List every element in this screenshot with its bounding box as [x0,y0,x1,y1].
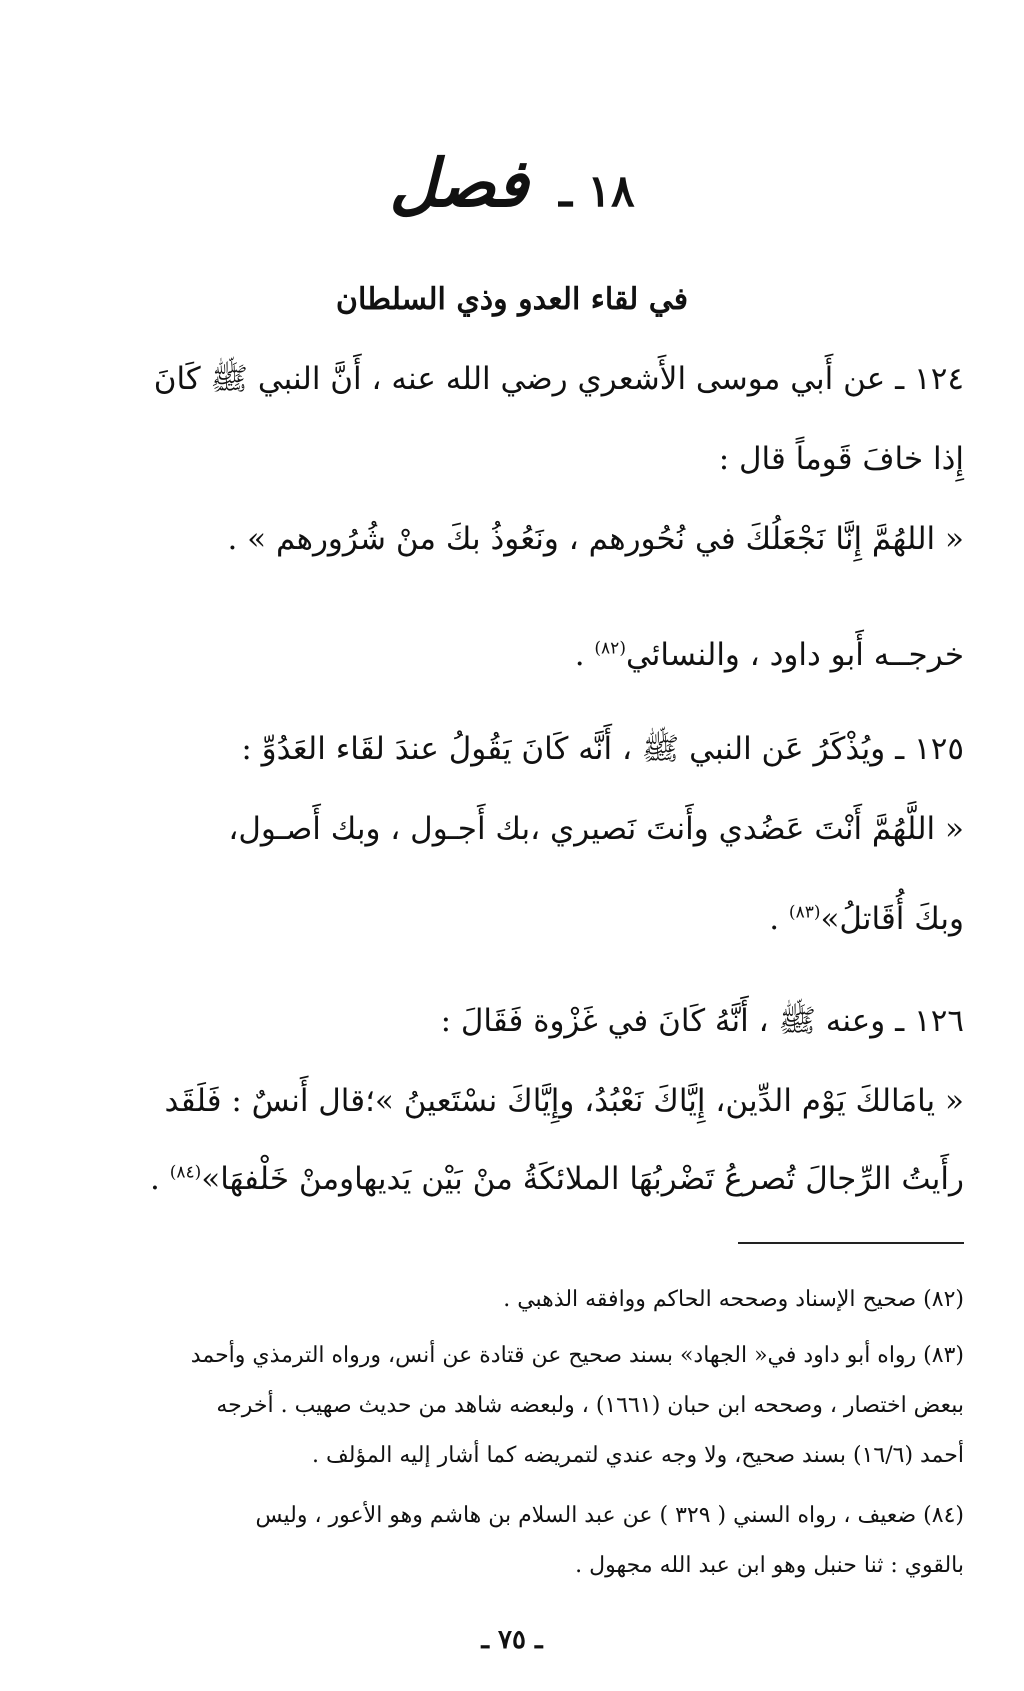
section-title: في لقاء العدو وذي السلطان [335,282,689,317]
hadith-125-end: . [769,901,780,937]
hadith-125-line-1: ١٢٥ ـ ويُذْكَرُ عَن النبي ﷺ ، أَنَّه كَانَ يَقُولُ عندَ لقَاء العَدُوِّ : [241,731,964,767]
hadith-124-end: . [574,637,585,673]
footnote-divider [738,1242,964,1244]
footnote-84-line-2: بالقوي : ثنا حنبل وهو ابن عبد الله مجهول . [575,1553,964,1578]
hadith-124-attribution: خرجــه أَبو داود ، والنسائي [625,637,964,673]
hadith-126-text: رأَيتُ الرِّجالَ تُصرعُ تَضْربُهَا الملائكَةُ منْ بَيْن يَديهاومنْ خَلْفهَا» [201,1161,964,1197]
hadith-124-line-2: إِذا خافَ قَوماً قال : [718,441,964,477]
chapter-title: فصل [389,144,529,222]
footnote-84-line-1: (٨٤) ضعيف ، رواه السني ( ٣٢٩ ) عن عبد السلام بن هاشم وهو الأعور ، وليس [255,1503,964,1528]
hadith-125-text: وبكَ أُقَاتلُ» [820,901,964,937]
footnote-83-line-2: ببعض اختصار ، وصححه ابن حبان (١٦٦١) ، ولبعضه شاهد من حديث صهيب . أخرجه [216,1393,964,1418]
hadith-124-line-3: « اللهُمَّ إِنَّا نَجْعَلُكَ في نُحُورهم ، ونَعُوذُ بكَ منْ شُرُورهم » . [227,521,964,557]
hadith-125-line-2: « اللَّهُمَّ أَنْتَ عَضُدي وأَنتَ نَصيري ،بك أَجـول ، وبك أَصـول، [228,811,964,847]
footnote-ref-83: (٨٣) [788,902,821,923]
chapter-number: ١٨ ـ [559,166,635,217]
footnote-83-line-1: (٨٣) رواه أبو داود في« الجهاد» بسند صحيح عن قتادة عن أنس، ورواه الترمذي وأحمد [190,1343,964,1368]
footnote-83-line-3: أحمد (١٦/٦) بسند صحيح، ولا وجه عندي لتمريضه كما أشار إليه المؤلف . [311,1443,964,1468]
footnote-ref-84: (٨٤) [169,1162,202,1183]
footnote-ref-82: (٨٢) [594,638,626,659]
hadith-126-line-2: « يامَالكَ يَوْم الدِّين، إِيَّاكَ نَعْبُدُ، وإِيَّاكَ نسْتَعينُ »؛قال أَنسٌ : فَلَقَد [164,1083,964,1119]
hadith-126-line-3 [60,1160,964,1199]
page-number: ـ ٧٥ ـ [481,1625,543,1655]
hadith-124-line-1: ١٢٤ ـ عن أَبي موسى الأَشعري رضي الله عنه ، أَنَّ النبي ﷺ كَانَ [153,361,964,397]
hadith-125-line-3 [60,900,964,939]
hadith-124-line-4 [60,636,964,675]
footnote-82: (٨٢) صحيح الإسناد وصححه الحاكم ووافقه الذهبي . [503,1287,964,1312]
hadith-126-end: . [149,1161,160,1197]
hadith-126-line-1: ١٢٦ ـ وعنه ﷺ ، أَنَّهُ كَانَ في غَزْوة فَقَالَ : [440,1003,964,1039]
chapter-heading [0,144,1024,222]
